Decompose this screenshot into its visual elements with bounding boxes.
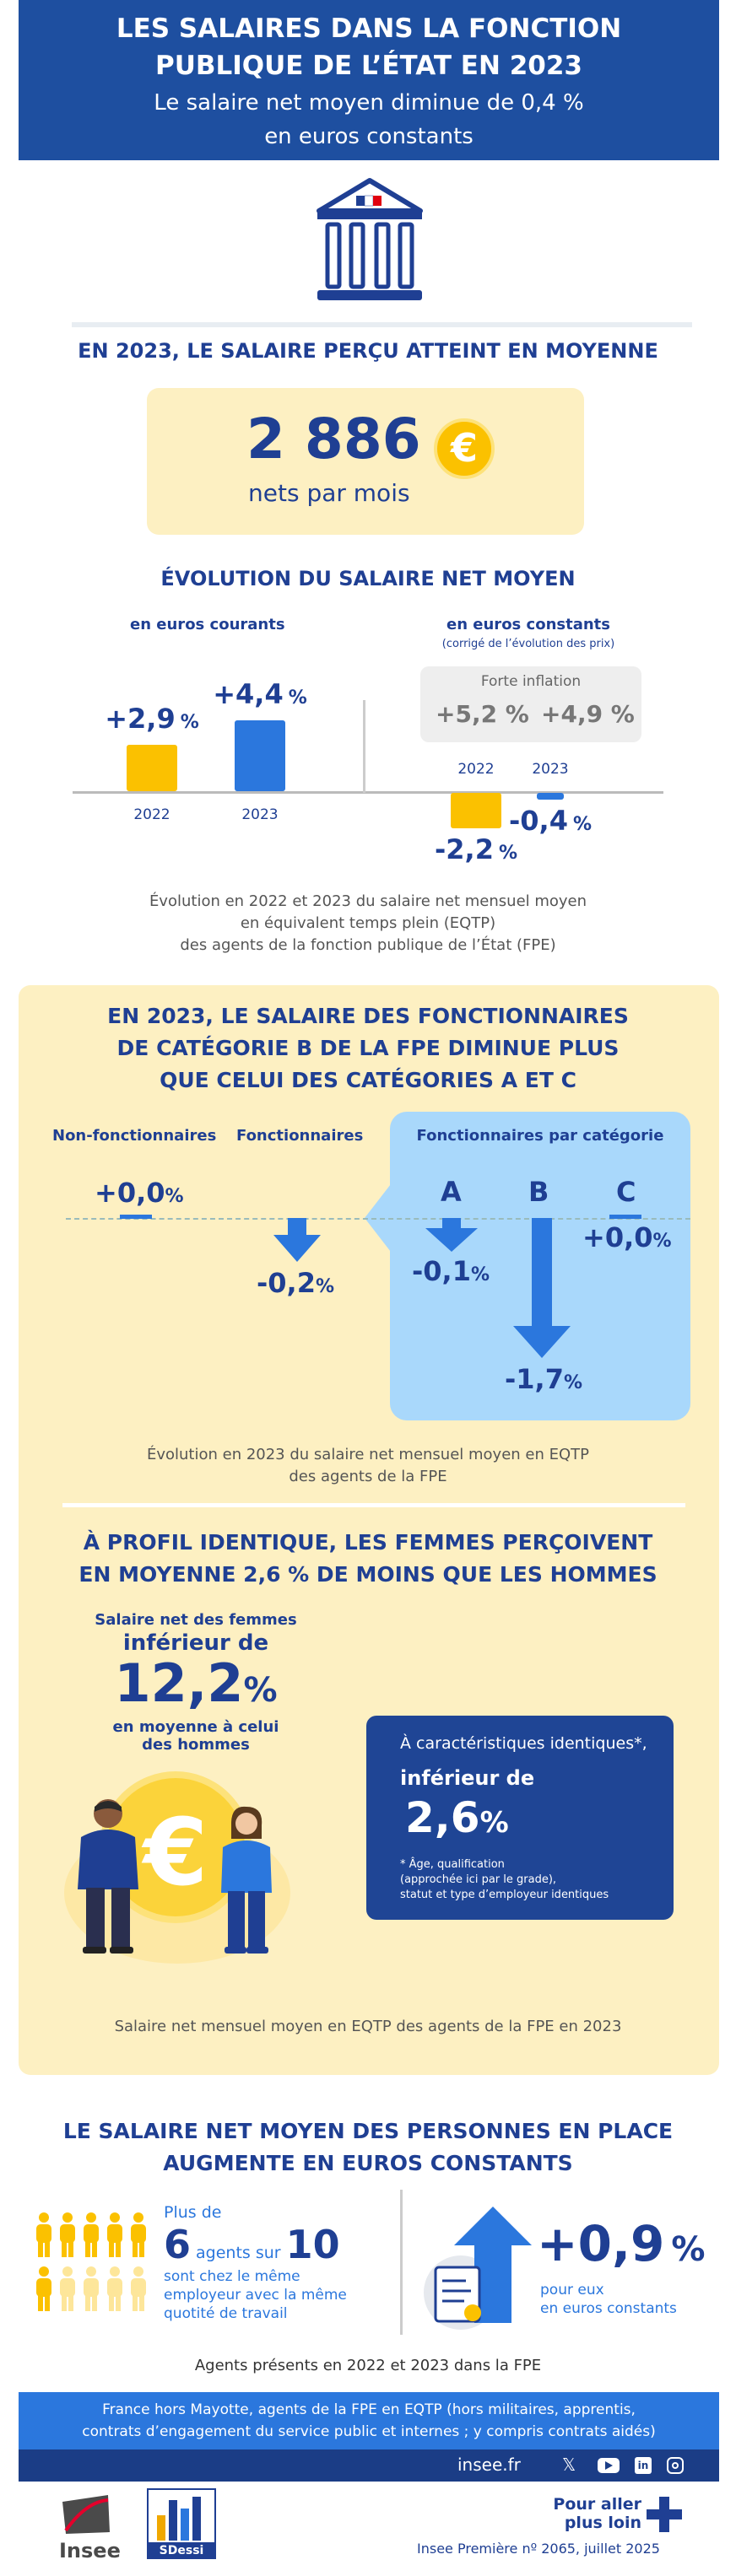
cat-b-arrow-icon [513, 1218, 571, 1360]
x-icon[interactable]: 𝕏 [562, 2455, 576, 2475]
chart-axis [73, 791, 663, 794]
scope-line-1: France hors Mayotte, agents de la FPE en EQTP (hors militaires, apprentis, [102, 2401, 636, 2418]
person-icon [81, 2212, 101, 2262]
gender-title-line-1: À PROFIL IDENTIQUE, LES FEMMES PERÇOIVENT [83, 1530, 653, 1555]
gender-left-line-4: des hommes [142, 1736, 250, 1754]
value-constant-2022 [427, 833, 525, 865]
categories-title-line-1: EN 2023, LE SALAIRE DES FONCTIONNAIRES [107, 1004, 629, 1028]
sdessi-bar-2 [169, 2500, 177, 2541]
desc-line-3: quotité de travail [164, 2305, 288, 2322]
box-value [405, 1793, 509, 1842]
box-unit: % [479, 1806, 509, 1840]
cat-c-bar [609, 1215, 641, 1219]
value-number: -0,4 [508, 804, 568, 837]
further-line-1: Pour aller [553, 2495, 641, 2514]
value-constant-2023 [501, 805, 599, 837]
unit: % [165, 1186, 184, 1207]
categories-title-line-2: DE CATÉGORIE B DE LA FPE DIMINUE PLUS [116, 1036, 620, 1060]
sdessi-bar-4 [192, 2497, 201, 2541]
ten-number: 10 [285, 2222, 340, 2267]
year-label-constant-2023: 2023 [532, 761, 569, 778]
cat-a-label: A [441, 1176, 462, 1208]
agents-sur: agents sur [196, 2244, 281, 2262]
page-title [19, 10, 719, 84]
gender-left-unit: % [243, 1671, 278, 1710]
box-note [400, 1857, 609, 1903]
person-icon [128, 2212, 149, 2262]
six-number: 6 [164, 2222, 192, 2267]
year-label-current-2022: 2022 [133, 806, 170, 823]
scope-line-2: contrats d’engagement du service public et internes ; y compris contrats aidés) [82, 2423, 656, 2440]
bar-constant-2022 [451, 793, 501, 828]
subtitle-line-2: en euros constants [264, 124, 474, 149]
en-euros: en euros constants [540, 2300, 677, 2317]
man-figure-icon [71, 1797, 145, 1957]
person-icon [57, 2212, 78, 2262]
bar-current-2022 [127, 745, 177, 791]
increase-value [537, 2215, 705, 2272]
big-euro-symbol: € [143, 1798, 208, 1906]
in-place-title [0, 2115, 736, 2180]
inflation-2022: +5,2 % [436, 700, 529, 728]
cat-b-number: -1,7 [505, 1363, 564, 1395]
categories-title-line-3: QUE CELUI DES CATÉGORIES A ET C [160, 1068, 576, 1092]
categories-caption-line-2: des agents de la FPE [289, 1468, 447, 1485]
value-number: +4,4 [213, 678, 284, 711]
year-label-current-2023: 2023 [241, 806, 279, 823]
insee-site-link[interactable]: insee.fr [457, 2455, 521, 2475]
plus-de: Plus de [164, 2203, 222, 2222]
box-note-1: * Âge, qualification [400, 1858, 505, 1871]
pour-eux: pour eux [540, 2282, 604, 2298]
section-average-title: EN 2023, LE SALAIRE PERÇU ATTEINT EN MOYENNE [78, 339, 658, 363]
youtube-icon[interactable] [598, 2458, 620, 2473]
woman-figure-icon [214, 1805, 279, 1957]
box-note-2: (approchée ici par le grade), [400, 1873, 557, 1886]
categories-caption-line-1: Évolution en 2023 du salaire net mensuel moyen en EQTP [146, 1446, 590, 1463]
gender-title [0, 1527, 736, 1591]
subtitle-line-1: Le salaire net moyen diminue de 0,4 % [154, 90, 584, 116]
person-icon [34, 2212, 54, 2262]
constant-euros-note: (corrigé de l’évolution des prix) [441, 638, 615, 650]
document-arrow-icon [419, 2205, 537, 2331]
unit: % [315, 1276, 335, 1297]
unit: % [563, 1372, 583, 1393]
cat-a-arrow-icon [425, 1218, 478, 1253]
average-salary-amount: 2 886 [246, 407, 421, 472]
fonct-label: Fonctionnaires [236, 1127, 364, 1145]
value-unit: % [572, 813, 592, 835]
euro-symbol: € [450, 425, 478, 471]
value-current-2023 [211, 678, 309, 710]
scope-strip [19, 2392, 719, 2449]
in-place-title-line-1: LE SALAIRE NET MOYEN DES PERSONNES EN PLACE [62, 2119, 674, 2143]
average-salary-card [147, 388, 584, 535]
in-place-separator [400, 2190, 403, 2335]
chart-separator [363, 700, 365, 793]
increase-desc [540, 2281, 677, 2318]
linkedin-icon[interactable]: in [635, 2457, 652, 2474]
box-line-2: inférieur de [400, 1766, 535, 1790]
gender-caption: Salaire net mensuel moyen en EQTP des agents de la FPE en 2023 [114, 2018, 622, 2035]
current-euros-label: en euros courants [130, 616, 285, 633]
sdessi-logo: SDessi [149, 2542, 214, 2559]
evolution-caption-line-2: en équivalent temps plein (EQTP) [240, 914, 496, 932]
desc-line-2: employeur avec la même [164, 2287, 347, 2304]
box-note-3: statut et type d’employeur identiques [400, 1889, 609, 1901]
box-line-1: À caractéristiques identiques*, [400, 1734, 647, 1753]
in-place-caption: Agents présents en 2022 et 2023 dans la FPE [194, 2357, 542, 2374]
person-icon [34, 2266, 54, 2316]
evolution-caption [0, 891, 736, 957]
page-subtitle [19, 86, 719, 154]
sdessi-bar-3 [181, 2509, 189, 2541]
non-fonct-value [95, 1177, 184, 1209]
desc-line-1: sont chez le même [164, 2268, 300, 2285]
gender-left-line-1: Salaire net des femmes [95, 1611, 297, 1629]
insee-logo: Insee [59, 2539, 121, 2563]
bar-constant-2023 [537, 793, 564, 800]
plus-icon[interactable] [647, 2497, 682, 2532]
fonct-value [257, 1267, 334, 1299]
gender-left-number: 12,2 [114, 1652, 244, 1714]
box-number: 2,6 [405, 1793, 480, 1842]
unit: % [652, 1231, 672, 1252]
cat-a-value [412, 1255, 490, 1287]
value-current-2022 [103, 703, 201, 735]
panel-divider [62, 1503, 685, 1507]
further-reading-link[interactable] [540, 2495, 641, 2532]
person-icon [81, 2266, 101, 2316]
evolution-caption-line-3: des agents de la fonction publique de l’État (FPE) [180, 936, 556, 954]
divider [72, 322, 692, 327]
evolution-title: ÉVOLUTION DU SALAIRE NET MOYEN [160, 567, 576, 590]
social-strip [19, 2449, 719, 2482]
cat-c-label: C [616, 1176, 636, 1208]
inflation-label: Forte inflation [480, 673, 582, 690]
person-icon [128, 2266, 149, 2316]
cat-b-label: B [528, 1176, 549, 1208]
unit: % [470, 1264, 490, 1285]
cat-c-number: +0,0 [582, 1221, 653, 1253]
value-unit: % [288, 687, 307, 709]
identical-profile-box [366, 1716, 674, 1920]
government-building-icon [312, 174, 427, 309]
header-banner [19, 0, 719, 160]
title-line-1: LES SALAIRES DANS LA FONCTION [116, 13, 622, 44]
non-fonct-bar [120, 1215, 152, 1219]
title-line-2: PUBLIQUE DE L’ÉTAT EN 2023 [154, 51, 583, 81]
further-line-2: plus loin [564, 2514, 641, 2532]
value-unit: % [498, 842, 517, 864]
instagram-icon[interactable] [667, 2457, 684, 2474]
gender-left-value [78, 1652, 314, 1718]
increase-unit: % [671, 2230, 706, 2269]
cat-c-value [582, 1221, 672, 1253]
par-cat-label: Fonctionnaires par catégorie [416, 1127, 664, 1145]
zero-line [66, 1218, 690, 1220]
fonct-number: -0,2 [257, 1267, 316, 1299]
non-fonct-number: +0,0 [95, 1177, 165, 1209]
average-salary-unit: nets par mois [248, 479, 410, 507]
person-icon [105, 2212, 125, 2262]
euro-coin-icon [434, 418, 495, 479]
non-fonct-label: Non-fonctionnaires [52, 1127, 217, 1145]
year-label-constant-2022: 2022 [457, 761, 495, 778]
inflation-box [420, 666, 641, 742]
bar-current-2023 [235, 720, 285, 791]
value-number: +2,9 [105, 702, 176, 735]
gender-left-line-3: en moyenne à celui [112, 1718, 279, 1736]
evolution-caption-line-1: Évolution en 2022 et 2023 du salaire net mensuel moyen [149, 892, 587, 910]
in-place-text [164, 2203, 347, 2323]
insee-logo-icon [61, 2493, 113, 2536]
person-icon [57, 2266, 78, 2316]
constant-euros-label: en euros constants [446, 616, 610, 633]
person-icon [105, 2266, 125, 2316]
publication-reference: Insee Première nº 2065, juillet 2025 [417, 2541, 660, 2557]
sdessi-logo-box [147, 2488, 216, 2559]
gender-title-line-2: EN MOYENNE 2,6 % DE MOINS QUE LES HOMMES [78, 1562, 658, 1587]
sdessi-bar-1 [157, 2515, 165, 2541]
value-number: -2,2 [434, 833, 494, 865]
cat-b-value [505, 1363, 582, 1395]
in-place-title-line-2: AUGMENTE EN EUROS CONSTANTS [163, 2151, 573, 2175]
categories-title [0, 1000, 736, 1097]
cat-a-number: -0,1 [412, 1255, 471, 1287]
fonct-arrow-icon [273, 1218, 321, 1264]
increase-number: +0,9 [537, 2215, 665, 2272]
inflation-2023: +4,9 % [541, 700, 635, 728]
gender-left-line-2: inférieur de [122, 1630, 269, 1656]
gender-left-block [78, 1611, 314, 1754]
value-unit: % [180, 711, 199, 733]
categories-caption [0, 1444, 736, 1488]
